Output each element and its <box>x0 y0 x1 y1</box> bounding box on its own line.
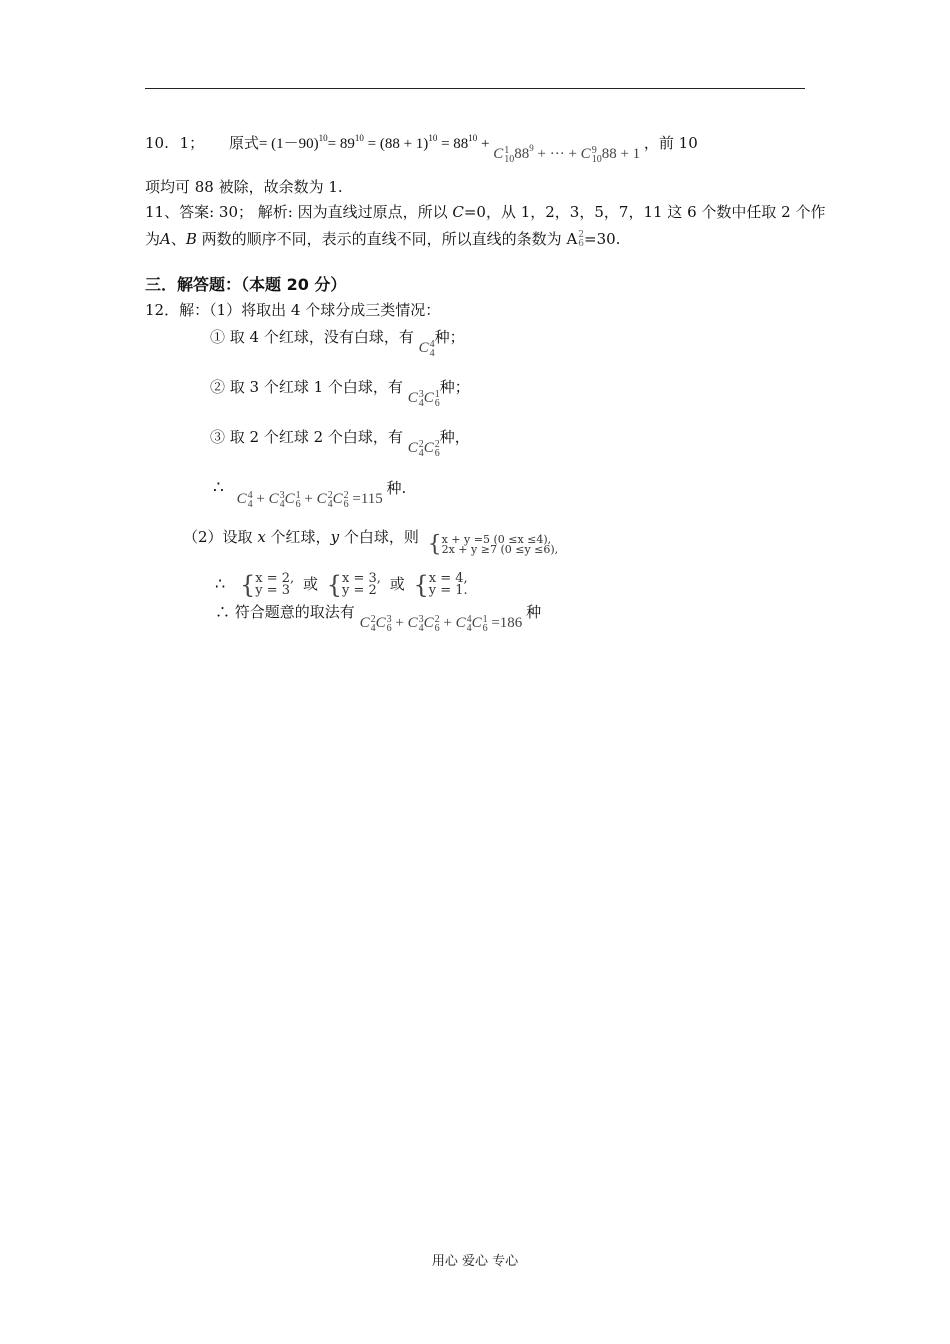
q12-case3: ③ 取 2 个红球 2 个白球，有 C 2 4 C 2 6 种， <box>210 428 470 459</box>
q10-formula: 原式= $(1-90)^{10}= 89^{10} = (88 + 1)^{10} = 88^{10} + C$ 1 10 $88^9$ + ··· + C 9 10 88 + 1 <box>228 133 641 165</box>
solution-1: { x = 2, y = 3 <box>239 571 295 599</box>
q11-line2: 为A、B 两数的顺序不同，表示的直线不同，所以直线的条数为 A 2 6 =30. <box>145 230 621 249</box>
q12-sum: ∴ C 4 4 + C 3 4 C 1 6 + C 2 4 C 2 6 =115 种. <box>213 478 407 510</box>
q10-answer: 1； <box>179 134 205 152</box>
section-heading: 三．解答题：（本题 20 分） <box>145 275 347 294</box>
solution-2: { x = 3, y = 2 <box>326 571 381 599</box>
q10-line2: 项均可 88 被除，故余数为 1. <box>145 178 343 196</box>
q10-line1 <box>145 128 698 165</box>
page-footer: 用心 爱心 专心 <box>431 1254 519 1269</box>
q12-part2: （2）设取 x 个红球，y 个白球，则 { x + y =5 (0 ≤x ≤4), 2x + y ≥7 (0 ≤y ≤6), <box>183 528 559 557</box>
q10-tail: ，前 10 <box>643 134 698 152</box>
q12-solutions: ∴ { x = 2, y = 3 或 { x = 3, y = 2 或 { x = 4, y = 1. <box>215 571 468 599</box>
q12-case1: ① 取 4 个红球，没有白球，有 C 4 4 种； <box>210 328 465 359</box>
q12-case2: ② 取 3 个红球 1 个白球，有 C 3 4 C 1 6 种； <box>210 378 470 409</box>
q11-line1: 11、答案: 30； 解析: 因为直线过原点，所以 C=0，从 1，2，3，5，7，11 这 6 个数中任取 2 个作 <box>145 203 826 221</box>
q12-final: ∴ 符合题意的取法有 C 2 4 C 3 6 + C 3 4 C 2 6 + C 4 4 C 1 6 =186 种 <box>215 603 542 634</box>
header-rule <box>145 88 805 89</box>
inequality-system: { x + y =5 (0 ≤x ≤4), 2x + y ≥7 (0 ≤y ≤6), <box>427 531 559 557</box>
q10-number: 10. <box>145 134 169 152</box>
solution-3: { x = 4, y = 1. <box>413 571 468 599</box>
q12-intro: 12．解：（1）将取出 4 个球分成三类情况： <box>145 301 441 319</box>
